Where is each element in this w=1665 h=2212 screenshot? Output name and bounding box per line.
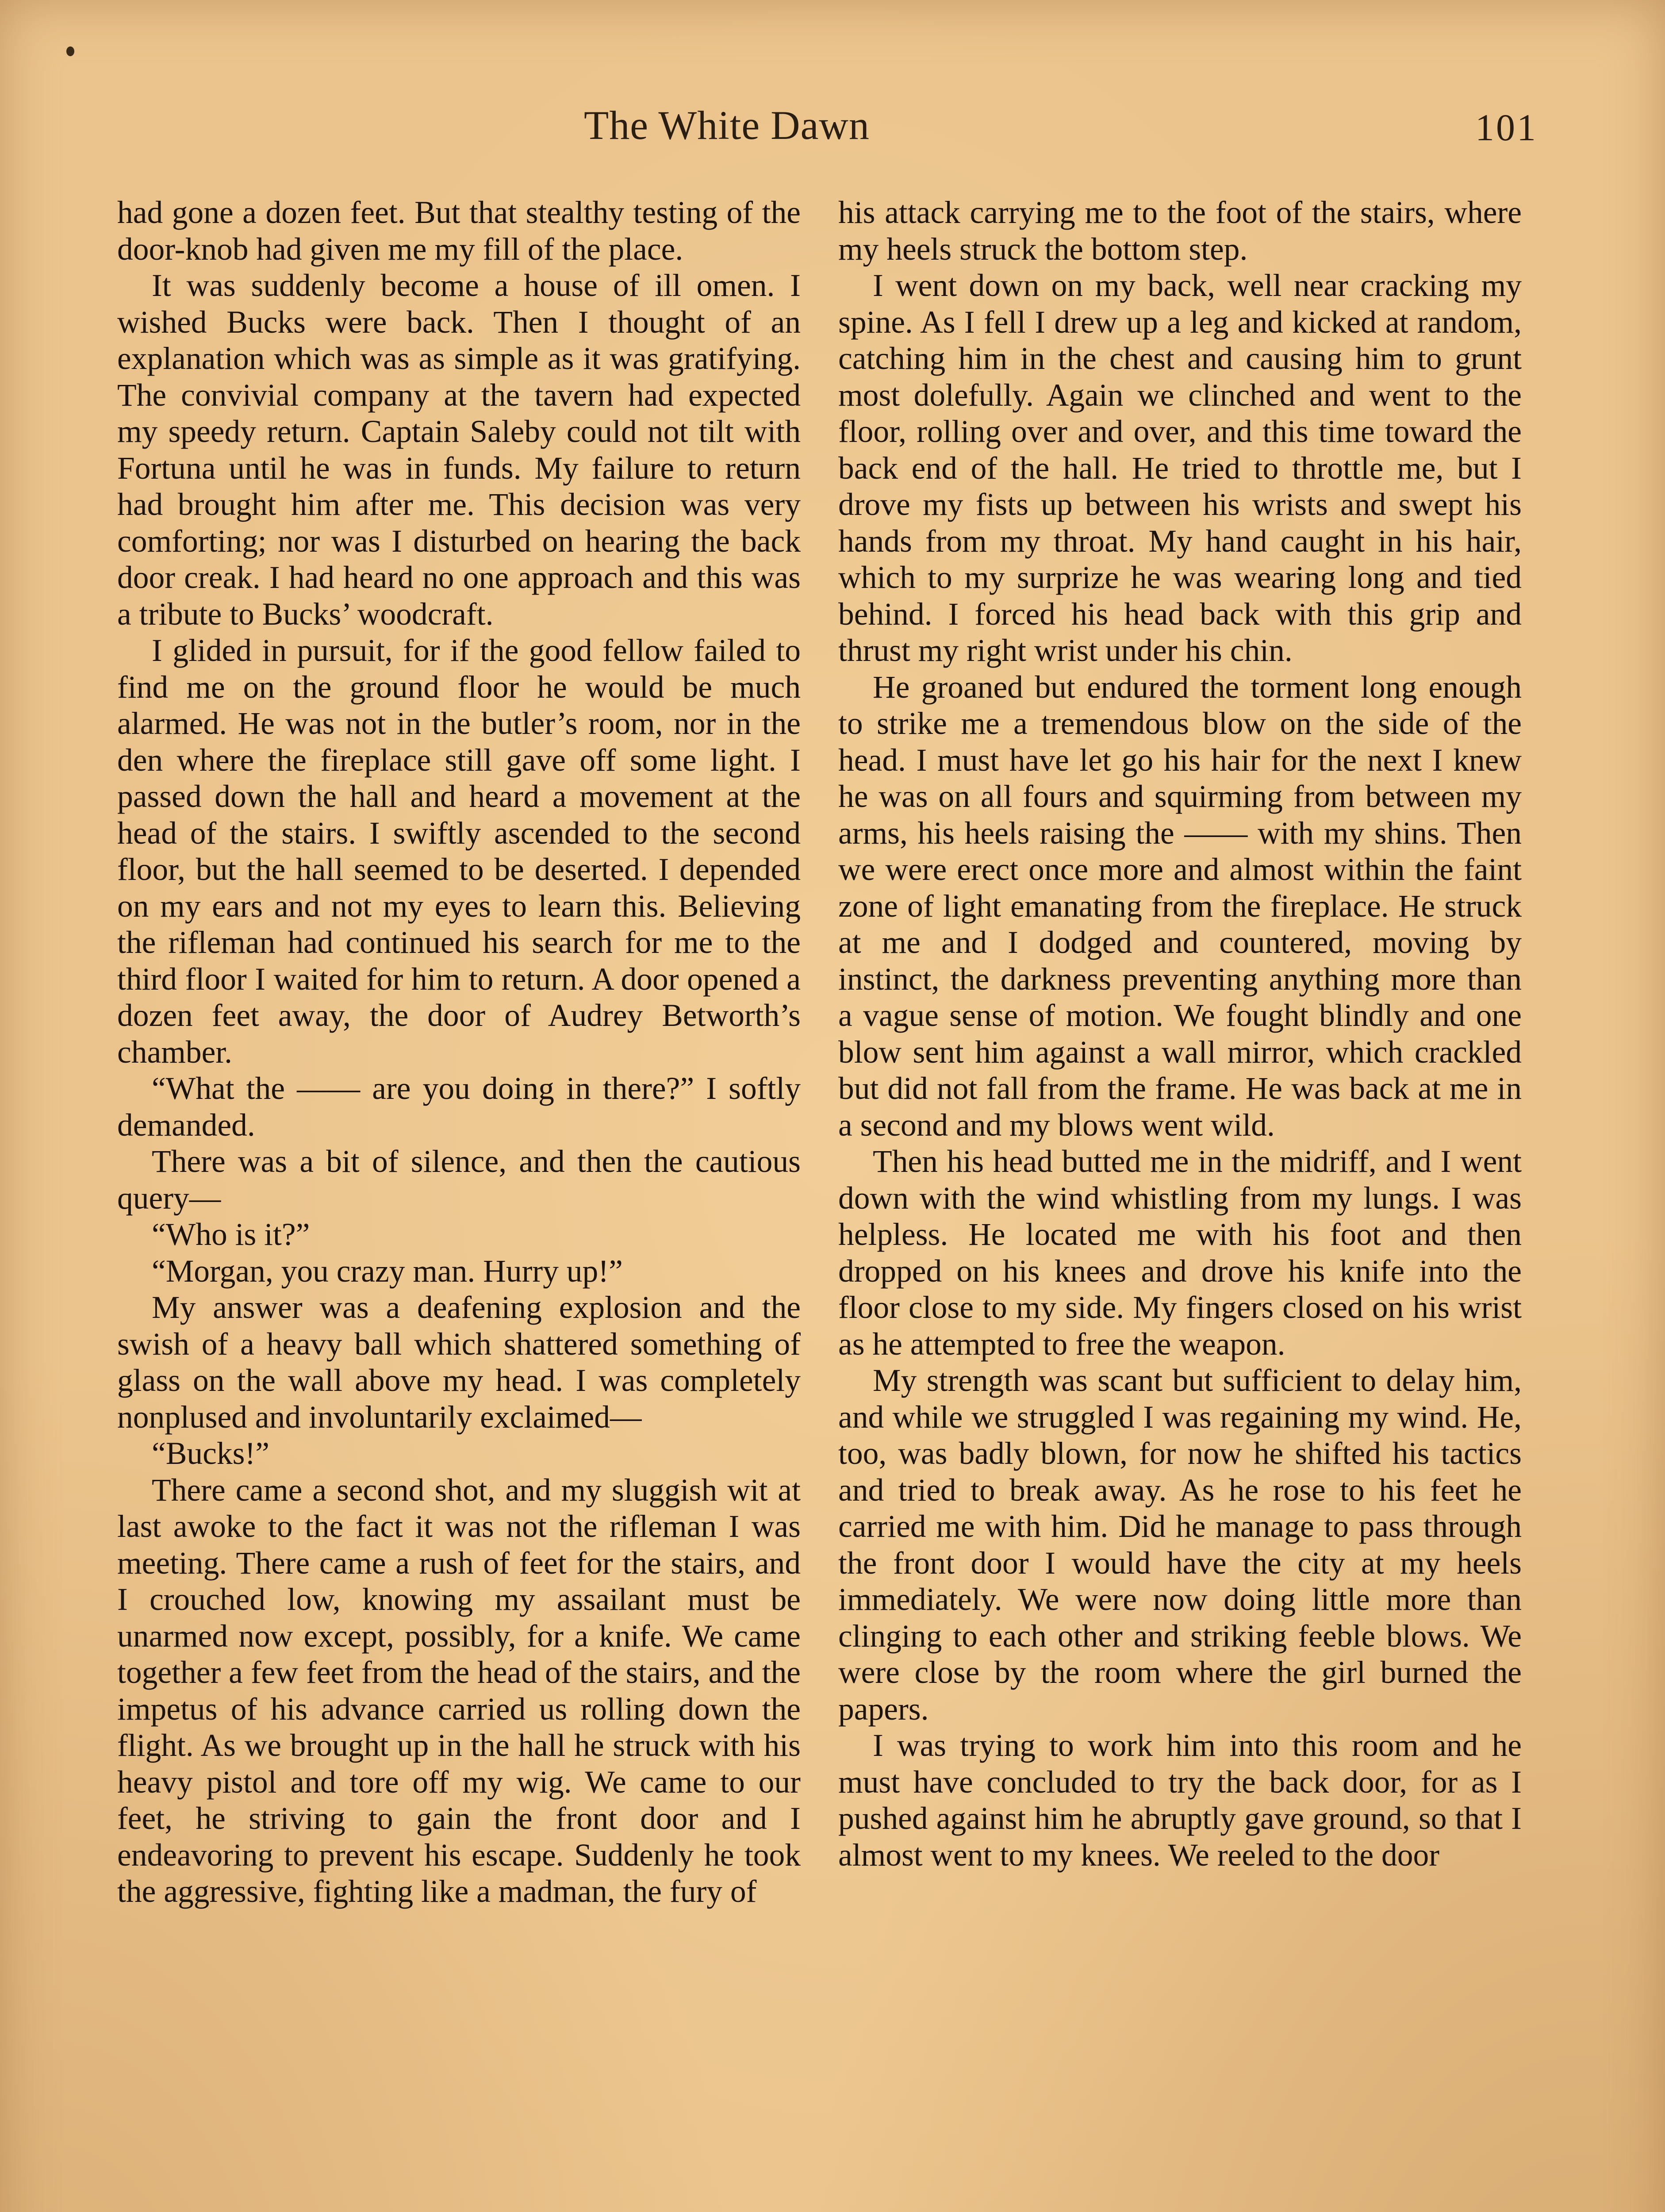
paragraph: I glided in pursuit, for if the good fellow failed to find me on the ground floor he would be much alarmed. He was not in the butler’s room, nor in the den where the fireplace still gave off some light. I passed down the hall and heard a movement at the head of the stairs. I swiftly ascended to the second floor, but the hall seemed to be deserted. I depended on my ears and not my eyes to learn this. Believing the rifleman had continued his search for me to the third floor I waited for him to return. A door opened a dozen feet away, the door of Audrey Betworth’s chamber. bbox=[117, 633, 801, 1070]
running-title: The White Dawn bbox=[584, 103, 870, 148]
paragraph: There was a bit of silence, and then the cautious query— bbox=[117, 1144, 801, 1216]
paragraph: his attack carrying me to the foot of the stairs, where my heels struck the bottom step. bbox=[838, 195, 1522, 267]
paragraph: had gone a dozen feet. But that stealthy testing of the door-knob had given me my fill of the place. bbox=[117, 195, 801, 267]
paragraph: There came a second shot, and my sluggish wit at last awoke to the fact it was not the rifleman I was meeting. There came a rush of feet for the stairs, and I crouched low, knowing my assailant must be unarmed now except, possibly, for a knife. We came together a few feet from the head of the stairs, and the impetus of his advance carried us rolling down the flight. As we brought up in the hall he struck with his heavy pistol and tore off my wig. We came to our feet, he striving to gain the front door and I endeavoring to prevent his escape. Suddenly he took the aggressive, fighting like a madman, the fury of bbox=[117, 1472, 801, 1909]
paragraph: “Morgan, you crazy man. Hurry up!” bbox=[152, 1253, 623, 1289]
paragraph: My strength was scant but sufficient to delay him, and while we struggled I was regaining my wind. He, too, was badly blown, for now he shifted his tactics and tried to break away. As he rose to his feet he carried me with him. Did he manage to pass through the front door I would have the city at my heels immediately. We were now doing little more than clinging to each other and striking feeble blows. We were close by the room where the girl burned the papers. bbox=[838, 1363, 1522, 1727]
paragraph: I went down on my back, well near cracking my spine. As I fell I drew up a leg and kicked at random, catching him in the chest and causing him to grunt most dolefully. Again we clinched and went to the floor, rolling over and over, and this time toward the back end of the hall. He tried to throttle me, but I drove my fists up between his wrists and swept his hands from my throat. My hand caught in his hair, which to my surprize he was wearing long and tied behind. I forced his head back with this grip and thrust my right wrist under his chin. bbox=[838, 268, 1522, 668]
paragraph: I was trying to work him into this room and he must have concluded to try the back door, for as I pushed against him he abruptly gave ground, so that I almost went to my knees. We reeled to the door bbox=[838, 1728, 1522, 1873]
paragraph: “Who is it?” bbox=[152, 1217, 310, 1252]
paragraph: It was suddenly become a house of ill omen. I wished Bucks were back. Then I thought of an explanation which was as simple as it was gratifying. The convivial company at the tavern had expected my speedy return. Captain Saleby could not tilt with Fortuna until he was in funds. My failure to return had brought him after me. This decision was very comforting; nor was I disturbed on hearing the back door creak. I had heard no one approach and this was a tribute to Bucks’ woodcraft. bbox=[117, 268, 801, 632]
paragraph: “What the —— are you doing in there?” I softly demanded. bbox=[117, 1071, 801, 1143]
left-column bbox=[117, 195, 801, 1910]
paragraph: My answer was a deafening explosion and the swish of a heavy ball which shattered something of glass on the wall above my head. I was completely nonplused and involuntarily exclaimed— bbox=[117, 1290, 801, 1435]
paragraph: He groaned but endured the torment long enough to strike me a tremendous blow on the side of the head. I must have let go his hair for the next I knew he was on all fours and squirming from between my arms, his heels raising the —— with my shins. Then we were erect once more and almost within the faint zone of light emanating from the fireplace. He struck at me and I dodged and countered, moving by instinct, the darkness preventing anything more than a vague sense of motion. We fought blindly and one blow sent him against a wall mirror, which crackled but did not fall from the frame. He was back at me in a second and my blows went wild. bbox=[838, 669, 1522, 1143]
paragraph: “Bucks!” bbox=[152, 1436, 270, 1471]
page-number: 101 bbox=[1475, 106, 1538, 149]
paragraph: Then his head butted me in the midriff, and I went down with the wind whistling from my lungs. I was helpless. He located me with his foot and then dropped on his knees and drove his knife into the floor close to my side. My fingers closed on his wrist as he attempted to free the weapon. bbox=[838, 1144, 1522, 1362]
running-head bbox=[0, 102, 1665, 173]
right-column bbox=[838, 195, 1522, 1874]
ink-speck bbox=[66, 46, 74, 56]
